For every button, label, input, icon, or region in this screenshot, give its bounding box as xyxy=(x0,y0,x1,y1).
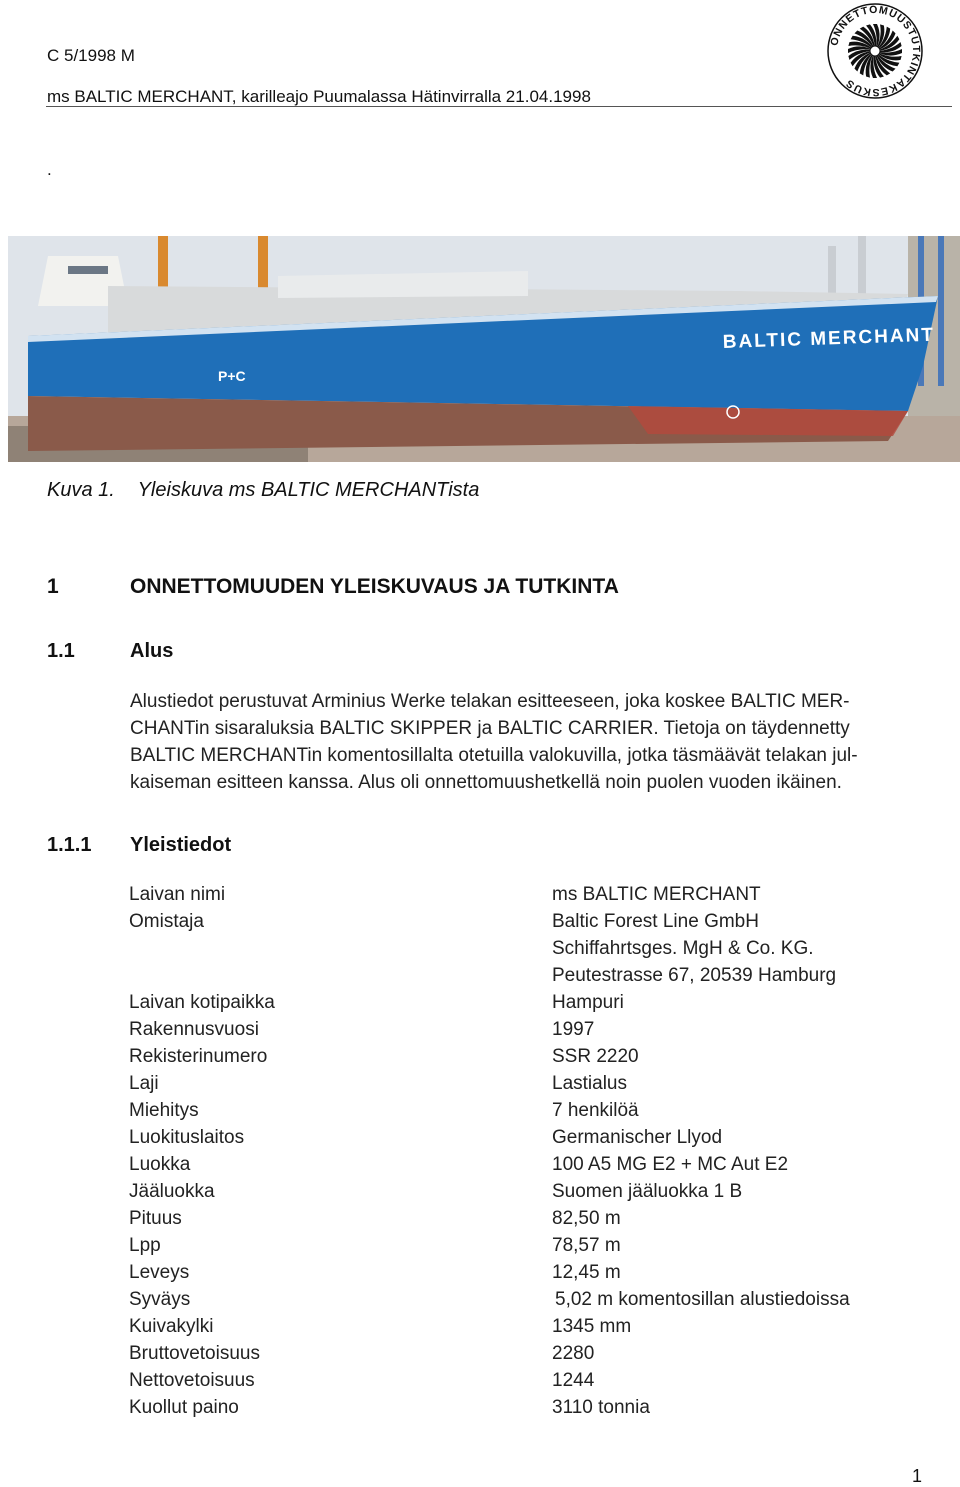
spec-label: Jääluokka xyxy=(129,1181,215,1202)
spec-label: Laivan kotipaikka xyxy=(129,992,275,1013)
spec-value: 12,45 m xyxy=(552,1262,621,1283)
spec-label: Leveys xyxy=(129,1262,190,1283)
spec-value: ms BALTIC MERCHANT xyxy=(552,884,761,905)
spec-value: Lastialus xyxy=(552,1073,627,1094)
spec-value: 7 henkilöä xyxy=(552,1100,639,1121)
spec-value: Suomen jääluokka 1 B xyxy=(552,1181,743,1202)
seal-text: ONNETTOMUUSTUTKINTAKESKUS xyxy=(828,3,923,99)
section-1-title: ONNETTOMUUDEN YLEISKUVAUS JA TUTKINTA xyxy=(130,575,619,598)
spec-label: Pituus xyxy=(129,1208,182,1229)
section-1-1-paragraph xyxy=(130,688,930,796)
paragraph-line: kaiseman esitteen kanssa. Alus oli onnettomuushetkellä noin puolen vuoden ikäinen. xyxy=(130,772,842,793)
spec-value: Schiffahrtsges. MgH & Co. KG. xyxy=(552,938,814,959)
page-number: 1 xyxy=(912,1466,923,1486)
section-1-1-1-title: Yleistiedot xyxy=(130,834,232,856)
spec-label: Kuivakylki xyxy=(129,1316,214,1337)
ship-photo xyxy=(8,236,960,462)
figure-caption xyxy=(47,479,479,502)
spec-label: Omistaja xyxy=(129,911,204,932)
hull-ship-name: BALTIC MERCHANT xyxy=(722,324,936,353)
spec-label: Luokka xyxy=(129,1154,191,1175)
spec-label: Laji xyxy=(129,1073,159,1094)
spec-value: 82,50 m xyxy=(552,1208,621,1229)
spec-label: Rekisterinumero xyxy=(129,1046,268,1067)
spec-value: Baltic Forest Line GmbH xyxy=(552,911,759,932)
section-1-number: 1 xyxy=(47,575,59,598)
spec-value: 2280 xyxy=(552,1343,595,1364)
spec-value: 78,57 m xyxy=(552,1235,621,1256)
spec-value: 1345 mm xyxy=(552,1316,632,1337)
spec-value: Hampuri xyxy=(552,992,624,1013)
spec-label: Bruttovetoisuus xyxy=(129,1343,260,1364)
paragraph-line: BALTIC MERCHANTin komentosillalta otetuilla valokuvilla, jotka täsmäävät telakan jul- xyxy=(130,745,858,766)
caption-text: Yleiskuva ms BALTIC MERCHANTista xyxy=(137,479,480,501)
agency-seal-icon xyxy=(826,2,924,100)
spec-label: Lpp xyxy=(129,1235,161,1256)
spec-label: Kuollut paino xyxy=(129,1397,239,1418)
report-code: C 5/1998 M xyxy=(47,46,135,65)
header-rule xyxy=(46,106,952,107)
section-1-1-title: Alus xyxy=(130,640,174,662)
spec-value: SSR 2220 xyxy=(552,1046,639,1067)
stray-dot: . xyxy=(47,160,52,179)
section-1-1-1-number: 1.1.1 xyxy=(47,834,92,856)
report-subtitle: ms BALTIC MERCHANT, karilleajo Puumalassa Hätinvirralla 21.04.1998 xyxy=(47,87,591,106)
spec-value: 100 A5 MG E2 + MC Aut E2 xyxy=(552,1154,789,1175)
spec-value: Germanischer Llyod xyxy=(552,1127,723,1148)
spec-label: Miehitys xyxy=(129,1100,199,1121)
caption-label: Kuva 1. xyxy=(47,479,115,501)
section-1-1-number: 1.1 xyxy=(47,640,75,662)
hull-marking: P+C xyxy=(218,368,246,384)
spec-value: Peutestrasse 67, 20539 Hamburg xyxy=(552,965,837,986)
spec-label: Nettovetoisuus xyxy=(129,1370,255,1391)
paragraph-line: Alustiedot perustuvat Arminius Werke telakan esitteeseen, joka koskee BALTIC MER- xyxy=(130,691,850,712)
spec-label: Laivan nimi xyxy=(129,884,226,905)
spec-value: 3110 tonnia xyxy=(552,1397,650,1418)
spec-value: 5,02 m komentosillan alustiedoissa xyxy=(555,1289,850,1310)
spec-value: 1997 xyxy=(552,1019,595,1040)
spec-label: Rakennusvuosi xyxy=(129,1019,259,1040)
spec-value: 1244 xyxy=(552,1370,595,1391)
spec-label: Luokituslaitos xyxy=(129,1127,245,1148)
spec-label: Syväys xyxy=(129,1289,191,1310)
paragraph-line: CHANTin sisaraluksia BALTIC SKIPPER ja BALTIC CARRIER. Tietoja on täydennetty xyxy=(130,718,850,739)
